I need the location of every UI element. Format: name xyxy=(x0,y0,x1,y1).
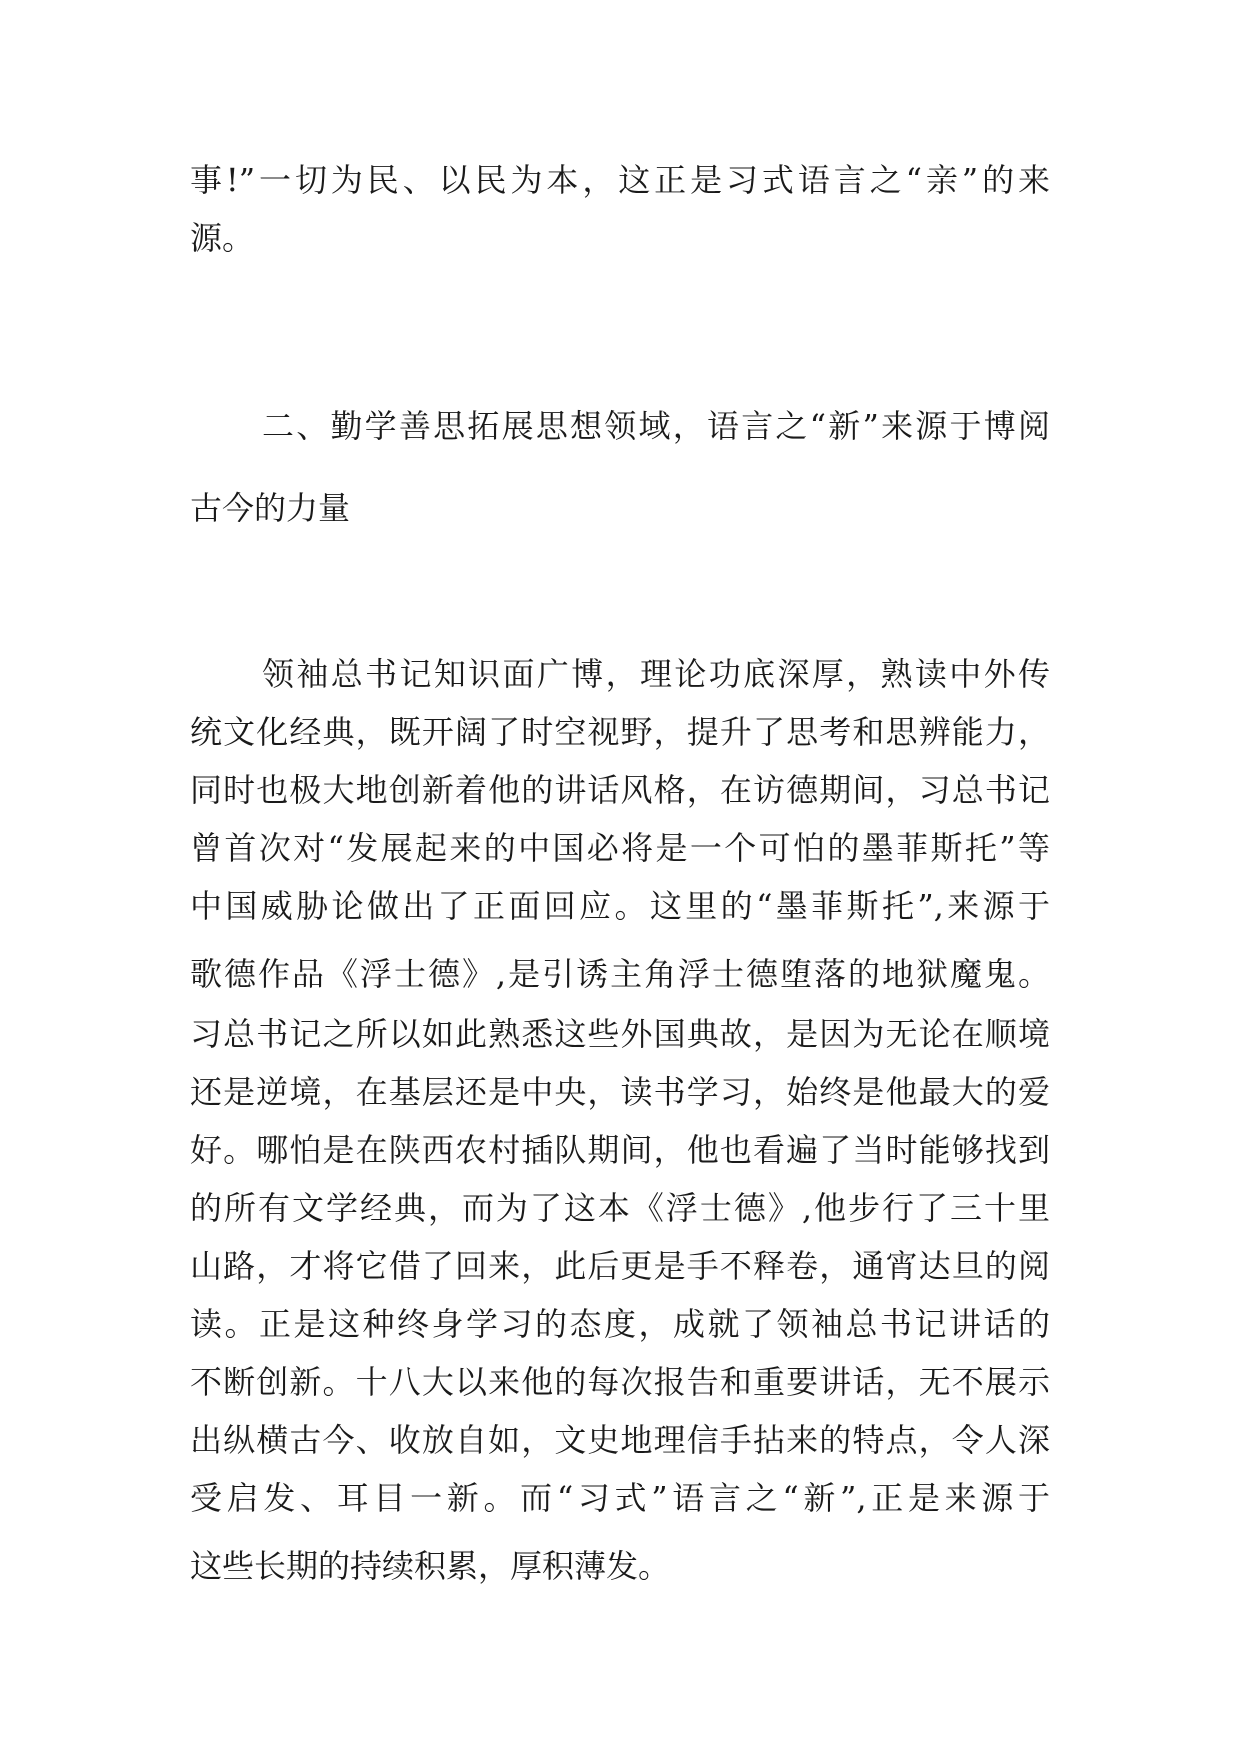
paragraph-3-line-6: 歌德作品《浮士德》,是引诱主角浮士德堕落的地狱魔鬼。 xyxy=(190,955,1050,993)
paragraph-3-line-10: 的所有文学经典，而为了这本《浮士德》,他步行了三十里 xyxy=(190,1189,1050,1227)
paragraph-3-line-4: 曾首次对“发展起来的中国必将是一个可怕的墨菲斯托”等 xyxy=(190,829,1050,867)
paragraph-3-line-2: 统文化经典，既开阔了时空视野，提升了思考和思辨能力， xyxy=(190,713,1050,751)
paragraph-3-line-11: 山路，才将它借了回来，此后更是手不释卷，通宵达旦的阅 xyxy=(190,1247,1050,1285)
section-heading-line-2: 古今的力量 xyxy=(190,489,351,527)
paragraph-3-line-7: 习总书记之所以如此熟悉这些外国典故，是因为无论在顺境 xyxy=(190,1015,1050,1053)
paragraph-1-line-2: 源。 xyxy=(190,219,255,257)
paragraph-3-line-8: 还是逆境，在基层还是中央，读书学习，始终是他最大的爱 xyxy=(190,1073,1050,1111)
paragraph-3-line-12: 读。正是这种终身学习的态度，成就了领袖总书记讲话的 xyxy=(190,1305,1050,1343)
paragraph-3-line-13: 不断创新。十八大以来他的每次报告和重要讲话，无不展示 xyxy=(190,1363,1050,1401)
section-heading-line-1: 二、勤学善思拓展思想领域，语言之“新”来源于博阅 xyxy=(262,407,1050,445)
paragraph-3-line-3: 同时也极大地创新着他的讲话风格，在访德期间，习总书记 xyxy=(190,771,1050,809)
paragraph-3-line-14: 出纵横古今、收放自如，文史地理信手拈来的特点，令人深 xyxy=(190,1421,1050,1459)
paragraph-3-line-15: 受启发、耳目一新。而“习式”语言之“新”,正是来源于 xyxy=(190,1479,1050,1517)
paragraph-3-line-9: 好。哪怕是在陕西农村插队期间，他也看遍了当时能够找到 xyxy=(190,1131,1050,1169)
paragraph-1-line-1: 事!”一切为民、以民为本，这正是习式语言之“亲”的来 xyxy=(190,161,1050,199)
paragraph-3-line-1: 领袖总书记知识面广博，理论功底深厚，熟读中外传 xyxy=(262,655,1050,693)
paragraph-3-line-5: 中国威胁论做出了正面回应。这里的“墨菲斯托”,来源于 xyxy=(190,887,1050,925)
paragraph-3-line-16: 这些长期的持续积累，厚积薄发。 xyxy=(190,1547,671,1585)
